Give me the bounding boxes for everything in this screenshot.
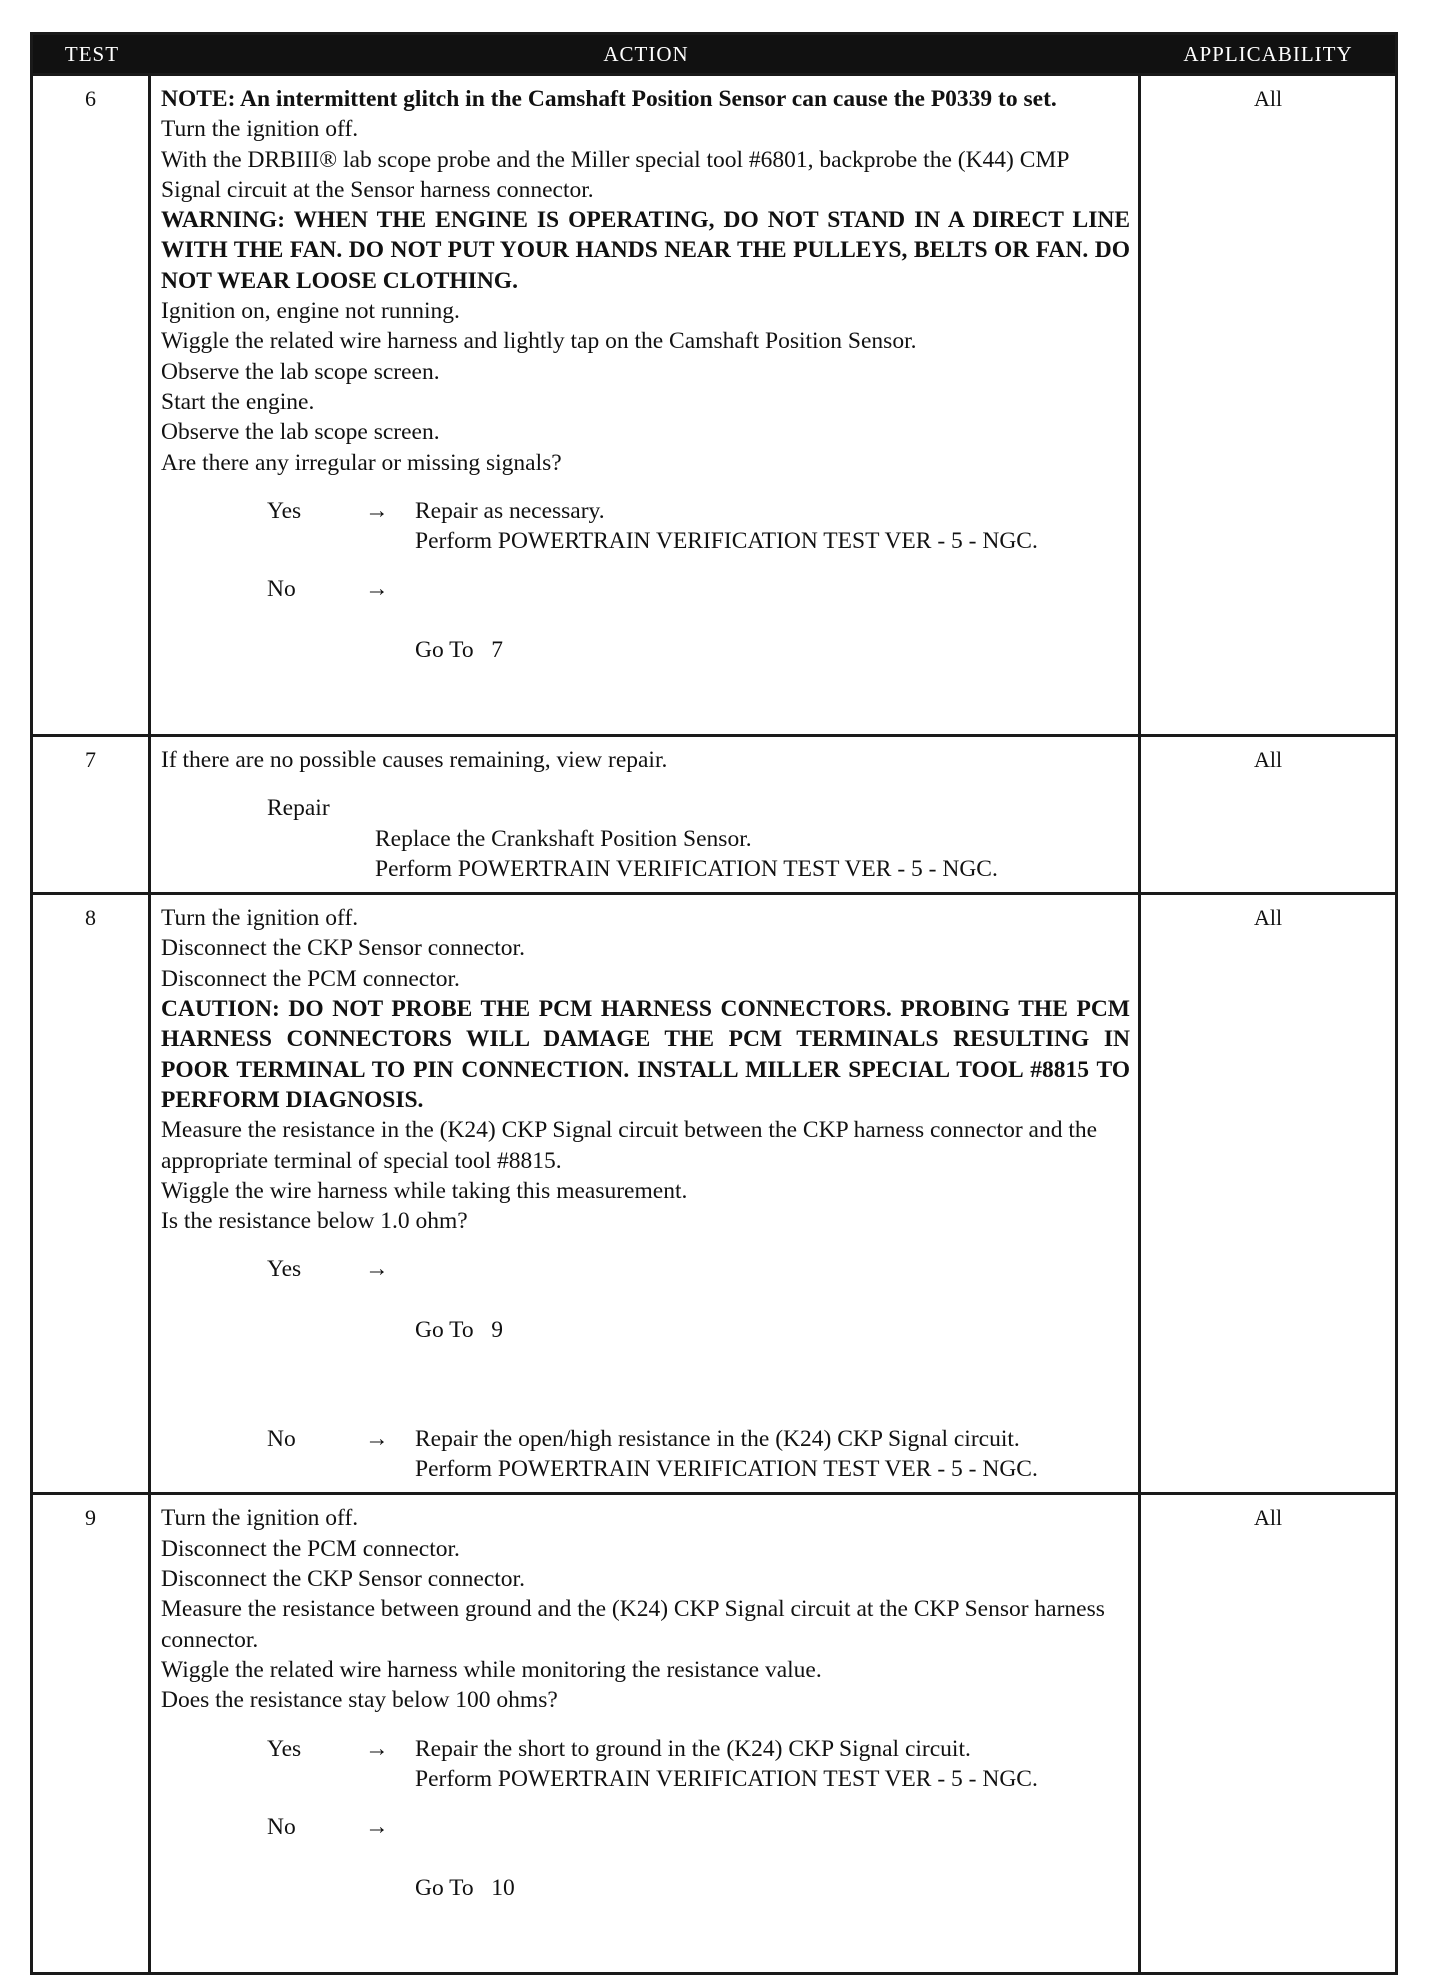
action-line: Turn the ignition off.: [161, 905, 359, 932]
table-header: [33, 35, 1395, 73]
yes-branch: [161, 496, 1130, 557]
no-result: Go To 7: [415, 637, 504, 664]
action-line: Start the engine.: [161, 388, 315, 415]
test-number: 8: [33, 895, 151, 1492]
action-line: Does the resistance stay below 100 ohms?: [161, 1687, 558, 1714]
action-cell: [151, 76, 1141, 734]
arrow-right-icon: →: [365, 1814, 389, 1841]
yes-result: Perform POWERTRAIN VERIFICATION TEST VER - 5 - NGC.: [415, 1765, 1038, 1792]
yes-result: Repair as necessary.: [415, 497, 605, 524]
no-result: Repair the open/high resistance in the (K24) CKP Signal circuit.: [415, 1425, 1020, 1452]
action-line: Observe the lab scope screen.: [161, 358, 440, 385]
arrow-right-icon: →: [365, 497, 389, 524]
warning-text: WARNING: WHEN THE ENGINE IS OPERATING, DO NOT STAND IN A DIRECT LINE WITH THE FAN. DO NOT PUT YOUR HANDS NEAR THE PULLEYS, BELTS OR FAN. DO NOT WEAR LOOSE CLOTHING.: [161, 207, 1130, 294]
arrow-right-icon: →: [365, 1425, 389, 1452]
action-line: Turn the ignition off.: [161, 1505, 359, 1532]
header-test: TEST: [64, 41, 120, 66]
action-line: Is the resistance below 1.0 ohm?: [161, 1208, 468, 1235]
arrow-right-icon: →: [365, 1256, 389, 1283]
yes-branch: [161, 1734, 1130, 1795]
table-row: [33, 892, 1395, 1492]
action-line: If there are no possible causes remaining, view repair.: [161, 746, 668, 773]
applicability-value: All: [1253, 746, 1283, 772]
yes-label: Yes: [267, 497, 302, 524]
test-number: 6: [33, 76, 151, 734]
yes-result: Perform POWERTRAIN VERIFICATION TEST VER - 5 - NGC.: [415, 528, 1038, 555]
no-label: No: [267, 1814, 296, 1841]
yes-result: Go To 9: [415, 1316, 504, 1343]
action-line: Wiggle the related wire harness and lightly tap on the Camshaft Position Sensor.: [161, 328, 917, 355]
test-number: 7: [33, 737, 151, 892]
action-line: Disconnect the PCM connector.: [161, 965, 460, 992]
applicability-value: All: [1253, 905, 1283, 931]
test-number: 9: [33, 1495, 151, 1971]
repair-label: Repair: [267, 795, 330, 822]
diagnostic-test-table: [30, 32, 1398, 1975]
applicability-value: All: [1253, 86, 1283, 111]
action-line: Disconnect the CKP Sensor connector.: [161, 1566, 525, 1593]
header-applicability: APPLICABILITY: [1183, 41, 1353, 66]
action-cell: [151, 895, 1141, 1492]
note-text: NOTE: An intermittent glitch in the Camshaft Position Sensor can cause the P0339 to set.: [161, 86, 1057, 112]
action-line: Wiggle the related wire harness while monitoring the resistance value.: [161, 1656, 822, 1683]
no-result: Perform POWERTRAIN VERIFICATION TEST VER - 5 - NGC.: [415, 1456, 1038, 1483]
action-line: Wiggle the wire harness while taking this measurement.: [161, 1177, 688, 1204]
action-line: With the DRBIII® lab scope probe and the Miller special tool #6801, backprobe the (K44) CMP Signal circuit at the Sensor harness connector.: [161, 146, 1069, 203]
action-line: Turn the ignition off.: [161, 116, 359, 143]
action-line: Ignition on, engine not running.: [161, 298, 460, 325]
action-line: Observe the lab scope screen.: [161, 419, 440, 446]
no-branch: [161, 1812, 1130, 1963]
no-label: No: [267, 1425, 296, 1452]
action-line: Measure the resistance in the (K24) CKP Signal circuit between the CKP harness connector and the appropriate terminal of special tool #8815.: [161, 1117, 1098, 1174]
action-line: Are there any irregular or missing signals?: [161, 449, 562, 476]
no-branch: [161, 1424, 1130, 1485]
action-line: Disconnect the PCM connector.: [161, 1535, 460, 1562]
caution-text: CAUTION: DO NOT PROBE THE PCM HARNESS CONNECTORS. PROBING THE PCM HARNESS CONNECTORS WILL DAMAGE THE PCM TERMINALS RESULTING IN POOR TERMINAL TO PIN CONNECTION. INSTALL MILLER SPECIAL TOOL #8815 TO PERFORM DIAGNOSIS.: [161, 996, 1130, 1113]
arrow-right-icon: →: [365, 1735, 389, 1762]
action-line: Measure the resistance between ground and the (K24) CKP Signal circuit at the CKP Sensor harness connector.: [161, 1596, 1105, 1653]
header-action: ACTION: [603, 41, 689, 66]
table-row: [33, 1492, 1395, 1971]
no-label: No: [267, 576, 296, 603]
yes-result: Repair the short to ground in the (K24) CKP Signal circuit.: [415, 1735, 971, 1762]
action-cell: [151, 737, 1141, 892]
repair-line: Perform POWERTRAIN VERIFICATION TEST VER - 5 - NGC.: [375, 855, 998, 882]
action-cell: [151, 1495, 1141, 1971]
no-result: Go To 10: [415, 1874, 515, 1901]
no-branch: [161, 574, 1130, 725]
yes-label: Yes: [267, 1256, 302, 1283]
action-line: Disconnect the CKP Sensor connector.: [161, 935, 525, 962]
table-row: [33, 73, 1395, 734]
applicability-value: All: [1253, 1505, 1283, 1531]
yes-label: Yes: [267, 1735, 302, 1762]
yes-branch: [161, 1254, 1130, 1405]
repair-line: Replace the Crankshaft Position Sensor.: [375, 825, 752, 852]
table-row: [33, 734, 1395, 892]
arrow-right-icon: →: [365, 576, 389, 603]
